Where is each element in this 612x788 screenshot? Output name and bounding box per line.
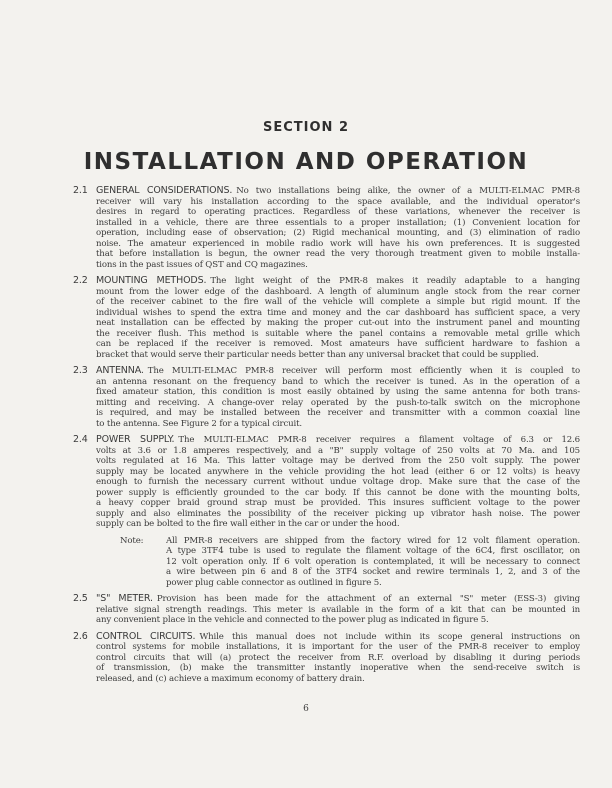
text-line: to the antenna. See Figure 2 for a typical circuit. xyxy=(96,418,303,429)
paragraph-2-5 xyxy=(73,593,580,626)
text-line: of transmission, (b) make the transmitter instantly inoperative when the send-receive switch is xyxy=(96,663,580,673)
text-line xyxy=(96,276,580,287)
text-line: desires in regard to operating practices. Regardless of these variations, whenever the receiver is xyxy=(96,207,580,217)
body-text xyxy=(73,185,580,690)
paragraph-heading: CONTROL CIRCUITS. xyxy=(96,631,196,642)
paragraph-2-3 xyxy=(73,365,580,429)
paragraph-number: 2.4 xyxy=(73,434,88,445)
paragraph-heading: ANTENNA. xyxy=(96,366,144,376)
note-block xyxy=(120,535,580,589)
text-line: tions in the past issues of QST and CQ magazines. xyxy=(96,259,308,270)
paragraph-number: 2.1 xyxy=(73,185,88,196)
paragraph-2-1 xyxy=(73,185,580,270)
text-line: the receiver flush. This method is suitable where the panel contains a removable metal grille which xyxy=(96,328,580,339)
paragraph-heading: POWER SUPPLY. xyxy=(96,435,175,445)
note-line: 12 volt operation only. If 6 volt operation is contemplated, it will be necessary to connect xyxy=(166,556,580,567)
text-line: enough to furnish the necessary current without undue voltage drop. Make sure that the case of the xyxy=(96,477,580,487)
note-line: a wire between pin 6 and 8 of the 3TF4 socket and rewire terminals 1, 2, and 3 of the xyxy=(166,567,580,577)
text-line: supply may be located anywhere in the vehicle providing the hot lead (either 6 or 12 volts) is heavy xyxy=(96,466,580,477)
text-line: installed in a vehicle, there are three essentials to a proper installation; (1) Convenient location for xyxy=(96,217,580,228)
text-line: volts at 3.6 or 1.8 amperes respectively, and a "B" supply voltage of 250 volts at 70 Ma. and 105 xyxy=(96,445,580,456)
note-label: Note: xyxy=(120,535,144,546)
text-line: is required, and may be installed between the receiver and transmitter with a common coaxial line xyxy=(96,408,580,418)
text-line: receiver will vary his installation according to the space available, and the individual operator's xyxy=(96,196,580,207)
paragraph-number: 2.5 xyxy=(73,593,88,604)
paragraph-text: While this manual does not include within its scope general instructions on xyxy=(199,631,580,642)
text-line xyxy=(96,632,580,643)
note-lines xyxy=(166,536,580,589)
paragraph-heading: "S" METER. xyxy=(96,594,153,604)
text-line: mount from the lower edge of the dashboard. A length of aluminum angle stock from the rear corner xyxy=(96,286,580,297)
text-line: any convenient place in the vehicle and connected to the power plug as indicated in figure 5. xyxy=(96,615,489,625)
text-line xyxy=(96,366,580,377)
paragraph-text: Provision has been made for the attachment of an external "S" meter (ESS-3) giving xyxy=(156,594,580,604)
text-line: a heavy copper braid ground strap must be provided. This insures sufficient voltage to the power xyxy=(96,498,580,508)
text-line: that before installation is begun, the owner read the very thorough treatment given to mobile installa- xyxy=(96,249,580,259)
paragraph-heading: MOUNTING METHODS. xyxy=(96,276,207,286)
text-line: individual wishes to spend the extra time and money and the car dashboard has sufficient space, a very xyxy=(96,307,580,318)
note-line: A type 3TF4 tube is used to regulate the filament voltage of the 6C4, first oscillator, on xyxy=(166,546,580,556)
text-line: volts regulated at 16 Ma. This latter voltage may be derived from the 250 volt supply. The power xyxy=(96,456,580,466)
note-line: All PMR-8 receivers are shipped from the factory wired for 12 volt filament operation. xyxy=(166,535,580,546)
text-line: released, and (c) achieve a maximum economy of battery drain. xyxy=(96,673,365,684)
text-line xyxy=(96,435,580,446)
text-line: of the receiver cabinet to the fire wall of the vehicle will complete a simple but rigid mount. If the xyxy=(96,297,580,307)
text-line: fixed amateur station, this condition is most easily obtained by using the same antenna for both trans- xyxy=(96,387,580,397)
text-line: operation, including ease of observation; (2) Rigid mechanical mounting, and (3) elimination of radio xyxy=(96,228,580,238)
paragraph-number: 2.3 xyxy=(73,365,88,376)
section-label: SECTION 2 xyxy=(263,120,349,135)
text-line: power supply is efficiently grounded to the car body. If this cannot be done with the mounting bolts, xyxy=(96,487,580,498)
text-line: relative signal strength readings. This meter is available in the form of a kit that can be mounted in xyxy=(96,604,580,615)
note-line: power plug cable connector as outlined in figure 5. xyxy=(166,577,382,588)
text-line: supply can be bolted to the fire wall either in the car or under the hood. xyxy=(96,519,400,529)
text-line: an antenna resonant on the frequency band to which the receiver is tuned. As in the operation of a xyxy=(96,376,580,387)
paragraph-text: No two installations being alike, the owner of a MULTI-ELMAC PMR-8 xyxy=(236,186,580,196)
text-line: bracket that would serve their particular needs better than any universal bracket that could be supplied. xyxy=(96,349,539,360)
paragraph-2-2 xyxy=(73,275,580,360)
paragraph-text: The MULTI-ELMAC PMR-8 receiver requires a filament voltage of 6.3 or 12.6 xyxy=(178,435,580,445)
page-number: 6 xyxy=(303,704,309,714)
text-line xyxy=(96,186,580,197)
paragraph-heading: GENERAL CONSIDERATIONS. xyxy=(96,186,233,196)
text-line: mitting and receiving. A change-over relay operated by the push-to-talk switch on the microphone xyxy=(96,397,580,408)
paragraph-text: The light weight of the PMR-8 makes it readily adaptable to a hanging xyxy=(210,276,580,286)
paragraph-2-6 xyxy=(73,630,580,685)
paragraph-2-4 xyxy=(73,434,580,530)
text-line: control systems for mobile installations, it is important for the user of the PMR-8 receiver to employ xyxy=(96,642,580,652)
paragraph-number: 2.6 xyxy=(73,630,88,642)
text-line xyxy=(96,594,580,605)
text-line: can be replaced if the receiver is removed. Most amateurs have sufficient hardware to fashion a xyxy=(96,339,580,349)
text-line: supply and also eliminates the possibility of the receiver picking up vibrator hash noise. The power xyxy=(96,508,580,519)
text-line: control circuits that will (a) protect the receiver from R.F. overload by disabling it during periods xyxy=(96,652,580,663)
text-line: neat installation can be effected by making the proper cut-out into the instrument panel and mounting xyxy=(96,318,580,328)
paragraph-text: The MULTI-ELMAC PMR-8 receiver will perform most efficiently when it is coupled to xyxy=(147,366,580,376)
text-line: noise. The amateur experienced in mobile radio work will have his own preferences. It is suggested xyxy=(96,238,580,249)
paragraph-number: 2.2 xyxy=(73,275,88,286)
page-title: INSTALLATION AND OPERATION xyxy=(83,149,529,175)
